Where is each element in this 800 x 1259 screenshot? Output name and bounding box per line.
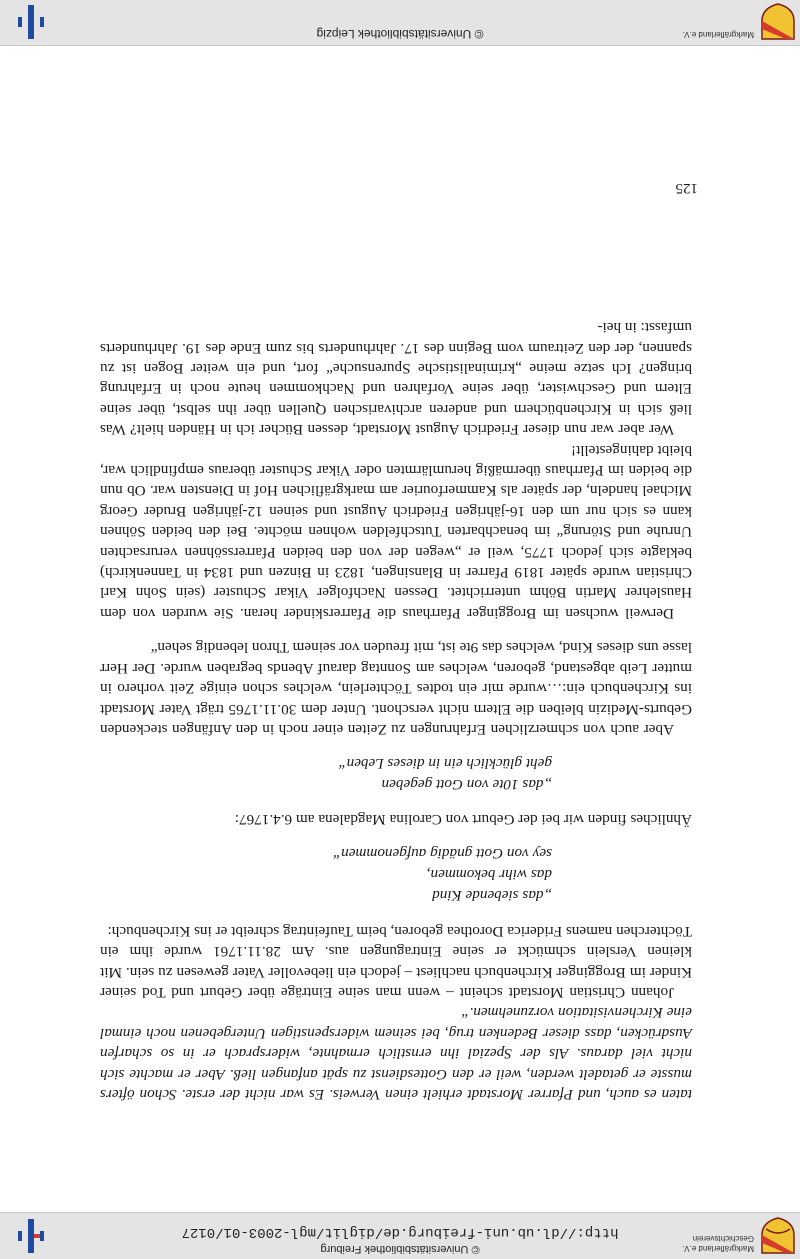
verse-line: „das siebende Kind: [432, 887, 552, 905]
verse-block: [100, 753, 552, 795]
verse-line: das wihr bekommen,: [426, 866, 552, 884]
library-logo-icon: [14, 5, 48, 39]
header-bar: [0, 1212, 800, 1259]
copyright-notice: © Universitätsbibliothek Freiburg: [320, 1243, 480, 1255]
paragraph: Johann Christian Morstadt scheint – wenn man seine Einträge über Geburt und Tod seiner Kinder im Brogginger Kirchenbuch nachliest – jedoch ein liebevoller Vater gewesen zu sein. Mit kleinen Verslein schmückt er seine Eintragungen aus. Am 28.11.1761 wurde ihm ein Töchterchen namens Friderica Dorothea geboren, beim Taufeintrag schreibt er ins Kirchenbuch:: [100, 922, 692, 1001]
page-number: 125: [675, 180, 698, 196]
society-name: Markgräflerland e.V.: [682, 30, 754, 39]
paragraph: Derweil wuchsen im Brogginger Pfarrhaus die Pfarrerskinder heran. Sie wurden von dem Hauslehrer Martin Böhm unterrichtet. Dessen Nachfolger Vikar Schuster (sein Sohn Karl Christian wurde später 1819 Pfarrer in Blansingen, 1823 in Binzen und 1834 in Tannenkirch) beklagte sich jedoch 1775, weil er „wegen der von den beiden Pfarrerssöhnen verursachten Unruhe und Störung“ im benachbarten Tutschfelden wohnen möchte. Bei den beiden Söhnen kann es sich nur um den 16-jährigen Friedrich August und seinen 12-jährigen Bruder Georg Michael handeln, der später als Kammerfourier am markgräflichen Hof in Diensten war. Ob nun die beiden im Pfarrhaus übermäßig herumlärmten oder Vikar Schuster überaus empfindlich war, bleibt dahingestellt!: [100, 441, 692, 622]
document-text: [100, 317, 692, 1104]
verse-line: geht glücklich ein in dieses Leben“: [338, 754, 552, 772]
verse-block: [100, 843, 552, 906]
society-name: Markgräflerland e.V. Geschichtsverein: [682, 1234, 754, 1253]
paragraph: taten es auch, und Pfarrer Morstadt erhielt einen Verweis. Es war nicht der erste. Schon öfters musste er getadelt werden, weil er den Gottesdienst zu spät anfangen ließ. Aber er machte sich nicht viel daraus. Als der Spezial ihn ernstlich ermahnte, widersprach er in so scharfen Ausdrücken, dass dieser Bedenken trug, bei seinem widerspenstigen Untergebenen noch einmal eine Kirchenvisitation vorzunehmen.“: [100, 1004, 692, 1103]
paragraph: Ähnliches finden wir bei der Geburt von Carolina Magdalena am 6.4.1767:: [234, 811, 692, 829]
verse-line: „das 10te von Gott gegeben: [381, 775, 552, 793]
paragraph: Aber auch von schmerzlichen Erfahrungen zu Zeiten einer noch in den Anfängen steckenden Geburts-Medizin bleiben die Eltern nicht verschont. Unter dem 30.11.1765 trägt Vater Morstadt ins Kirchenbuch ein:…wurde mir ein todtes Töchterlein, welches schon einige Zeit vorhero in mutter Leib abgestand, geboren, welches am Sonntag darauf Abends begraben wurde. Der Herr lasse uns dieses Kind, welches das 9te ist, mit freuden vor seinem Thron lebendig sehen“: [100, 639, 692, 738]
paragraph: Wer aber war nun dieser Friedrich August Morstadt, dessen Bücher ich in Händen hielt? Was ließ sich in Kirchenbüchern und anderen archivarischen Quellen über ihn selbst, über seine Eltern und Geschwister, über seine Vorfahren und Nachkommen heute noch in Erfahrung bringen? Ich setze meine „kriminalistische Spurensuche“ fort, und ein weiter Bogen ist zu spannen, der den Zeitraum vom Beginn des 17. Jahrhunderts bis zum Ende des 19. Jahrhunderts umfasst: in hei-: [100, 319, 692, 439]
copyright-notice: © Universitätsbibliothek Leipzig: [316, 27, 484, 41]
permalink-url[interactable]: http://dl.ub.uni-freiburg.de/diglit/mgl-2003-01/0127: [181, 1224, 619, 1240]
library-logo-icon: [14, 1219, 48, 1253]
verse-line: sey von Gott gnädig aufgenommen“: [332, 845, 552, 863]
footer-bar: [0, 0, 800, 46]
